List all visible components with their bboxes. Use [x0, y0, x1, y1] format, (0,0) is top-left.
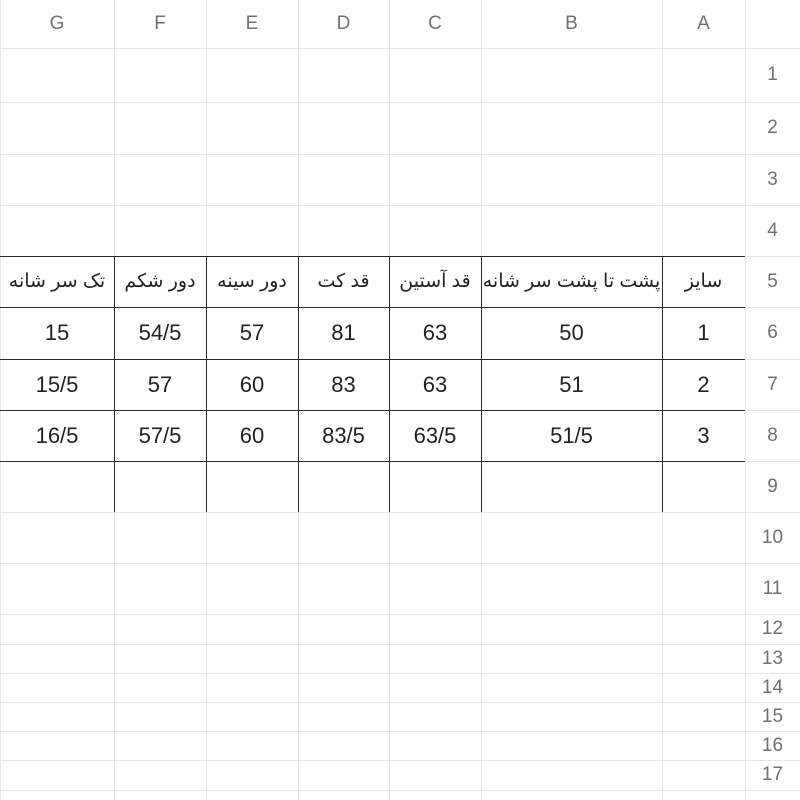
gridline-horizontal [0, 731, 800, 732]
table-cell[interactable]: 2 [697, 371, 710, 397]
table-cell[interactable]: 3 [697, 422, 710, 448]
column-header-e[interactable]: E [245, 13, 259, 34]
table-cell[interactable]: 60 [239, 422, 265, 448]
table-header-cell[interactable]: قد کت [317, 271, 370, 292]
row-header-13[interactable]: 13 [761, 647, 784, 669]
table-border-vertical [481, 256, 482, 512]
table-cell[interactable] [481, 461, 662, 512]
row-header-8[interactable]: 8 [767, 424, 778, 446]
gridline-horizontal [0, 102, 800, 103]
table-cell[interactable]: 63 [422, 371, 448, 397]
table-cell[interactable]: 15/5 [35, 371, 79, 397]
table-header-cell[interactable]: قد آستین [399, 271, 471, 292]
table-cell[interactable]: 51/5 [550, 422, 593, 448]
table-cell[interactable]: 57 [239, 320, 265, 345]
table-border-vertical [389, 256, 390, 512]
gridline-horizontal [0, 614, 800, 615]
table-border-horizontal [0, 410, 745, 411]
table-cell[interactable] [662, 461, 745, 512]
table-cell[interactable]: 15 [44, 320, 70, 345]
column-header-c[interactable]: C [428, 13, 442, 34]
gridline-horizontal [0, 48, 800, 49]
column-header-f[interactable]: F [154, 13, 166, 34]
table-cell[interactable]: 83 [331, 371, 356, 397]
table-header-cell[interactable]: دور سینه [217, 271, 287, 292]
table-header-cell[interactable]: دور شکم [124, 271, 196, 292]
table-cell[interactable]: 63 [422, 320, 448, 345]
row-header-11[interactable]: 11 [762, 577, 783, 599]
table-cell[interactable] [206, 461, 298, 512]
column-header-g[interactable]: G [49, 13, 65, 34]
row-header-16[interactable]: 16 [761, 734, 784, 756]
column-header-a[interactable]: A [697, 13, 710, 34]
table-border-horizontal [0, 461, 745, 462]
table-cell[interactable]: 60 [239, 371, 265, 397]
gridline-horizontal [0, 790, 800, 791]
table-header-cell[interactable]: تک سر شانه [8, 271, 106, 292]
table-cell[interactable]: 54/5 [138, 320, 182, 345]
row-header-7[interactable]: 7 [767, 373, 778, 395]
table-cell[interactable]: 1 [697, 320, 710, 345]
table-cell[interactable] [114, 461, 206, 512]
table-cell[interactable]: 50 [559, 320, 584, 345]
table-cell[interactable]: 57 [147, 371, 173, 397]
row-header-1[interactable]: 1 [767, 64, 778, 85]
column-header-b[interactable]: B [565, 13, 578, 34]
gridline-horizontal [0, 702, 800, 703]
table-border-vertical [662, 256, 663, 512]
table-border-horizontal [0, 256, 745, 257]
table-border-vertical [298, 256, 299, 512]
row-header-14[interactable]: 14 [761, 676, 784, 698]
column-header-d[interactable]: D [336, 13, 351, 34]
table-cell[interactable]: 83/5 [322, 422, 365, 448]
gridline-horizontal [0, 154, 800, 155]
gridline-horizontal [0, 205, 800, 206]
table-border-horizontal [0, 307, 745, 308]
row-header-4[interactable]: 4 [767, 219, 778, 241]
row-header-9[interactable]: 9 [767, 475, 778, 497]
row-header-10[interactable]: 10 [761, 526, 784, 548]
gridline-horizontal [0, 760, 800, 761]
table-cell[interactable]: 51 [559, 371, 584, 397]
row-header-12[interactable]: 12 [761, 618, 784, 639]
table-border-vertical [206, 256, 207, 512]
gridline-horizontal [0, 512, 800, 513]
gridline-horizontal [0, 673, 800, 674]
table-cell[interactable]: 63/5 [413, 422, 457, 448]
table-header-cell[interactable]: پشت تا پشت سر شانه [482, 271, 661, 292]
table-cell[interactable] [0, 461, 114, 512]
table-cell[interactable]: 57/5 [138, 422, 182, 448]
row-header-5[interactable]: 5 [767, 270, 778, 292]
table-cell[interactable]: 81 [331, 320, 356, 345]
table-cell[interactable] [389, 461, 481, 512]
table-border-vertical [114, 256, 115, 512]
table-header-cell[interactable]: سایز [684, 271, 723, 292]
row-header-17[interactable]: 17 [761, 764, 784, 785]
row-header-2[interactable]: 2 [767, 117, 778, 138]
gridline-horizontal [0, 644, 800, 645]
table-border-horizontal [0, 359, 745, 360]
table-cell[interactable] [298, 461, 389, 512]
table-cell[interactable]: 16/5 [35, 422, 79, 448]
row-header-6[interactable]: 6 [767, 322, 778, 343]
row-header-3[interactable]: 3 [767, 168, 778, 190]
row-header-15[interactable]: 15 [761, 705, 784, 727]
gridline-horizontal [0, 563, 800, 564]
